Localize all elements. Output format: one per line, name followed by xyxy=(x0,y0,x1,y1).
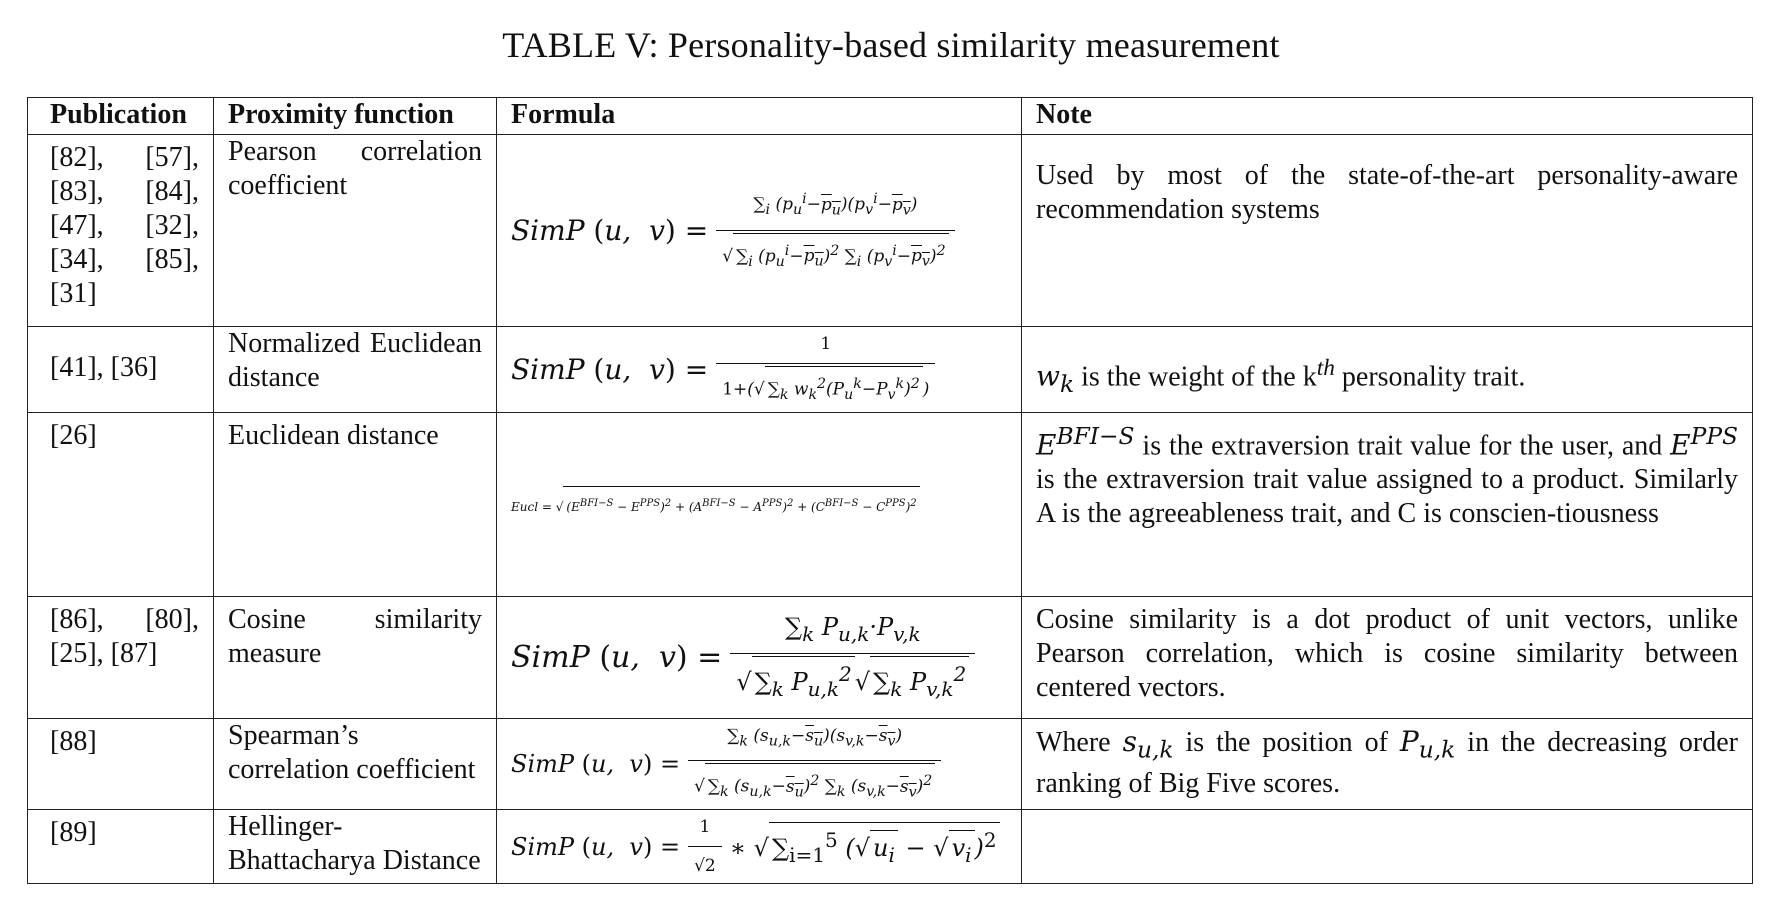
proximity-cell: Spearman’s correlation coefficient xyxy=(214,719,497,810)
note-cell xyxy=(1022,810,1753,884)
formula-cell: SimP (u, v) = $\frac{\sum_k (s_{u,k}-s_u)(s_{v,k}-s_v)}{√ \sum_k (s_{u,k}-s_u)^2 \sum_k (s_{v,k}-s_v)^2}$ xyxy=(497,719,1022,810)
table-header-row xyxy=(28,98,1753,135)
table-row xyxy=(28,135,1753,327)
header-formula: Formula xyxy=(497,98,1022,135)
proximity-cell: Normalized Euclidean distance xyxy=(214,327,497,413)
table-row xyxy=(28,810,1753,884)
table-caption: TABLE V: Personality-based similarity measurement xyxy=(502,25,1280,65)
similarity-table xyxy=(27,97,1753,884)
formula-cell: SimP (u, v) = $\frac{1}{1+(√ \sum_k w_k^2(P_u^k-P_v^k)^2 )}$ xyxy=(497,327,1022,413)
header-note: Note xyxy=(1022,98,1753,135)
proximity-cell: Pearson correlation coefficient xyxy=(214,135,497,327)
note-cell: Where $s_{u,k}$ is the position of $P_{u,k}$ in the decreasing order ranking of Big Five scores. xyxy=(1022,719,1753,810)
proximity-cell: Cosine similarity measure xyxy=(214,597,497,719)
publication-cell: [26] xyxy=(28,413,214,597)
note-cell: Used by most of the state-of-the-art personality-aware recommendation systems xyxy=(1022,135,1753,327)
formula-cell: SimP (u, v) = $\frac{1}{√2}$ ∗ √ $\sum_{i=1}^5$ (√ $u_i$ − √ $v_i$ )$^2$ xyxy=(497,810,1022,884)
header-publication: Publication xyxy=(28,98,214,135)
formula-cell: Eucl = √ $(E^{BFI-S} - E^{PPS})^2 + (A^{BFI-S} - A^{PPS})^2 + (C^{BFI-S} - C^{PPS})^2$ xyxy=(497,413,1022,597)
header-proximity-function: Proximity function xyxy=(214,98,497,135)
publication-cell: [86], [80], [25], [87] xyxy=(28,597,214,719)
formula-cell: SimP (u, v) = $\frac{\sum_k P_{u,k}\cdot P_{v,k}}{√ \sum_k P_{u,k}^2 √ \sum_k P_{v,k}^2}$ xyxy=(497,597,1022,719)
note-cell: Cosine similarity is a dot product of unit vectors, unlike Pearson correlation, which is cosine similarity between centered vectors. xyxy=(1022,597,1753,719)
table-row xyxy=(28,719,1753,810)
proximity-cell: Hellinger-Bhattacharya Distance xyxy=(214,810,497,884)
publication-cell: [82], [57], [83], [84], [47], [32], [34], [85], [31] xyxy=(28,135,214,327)
publication-cell: [41], [36] xyxy=(28,327,214,413)
publication-cell: [88] xyxy=(28,719,214,810)
table-row xyxy=(28,597,1753,719)
proximity-cell: Euclidean distance xyxy=(214,413,497,597)
table-row xyxy=(28,327,1753,413)
publication-cell: [89] xyxy=(28,810,214,884)
formula-cell: SimP (u, v) = $\frac{\sum_i (p_u^i-p_u)(p_v^i-p_v)}{√ \sum_i (p_u^i-p_u)^2 \sum_i (p_v^i-p_v)^2}$ xyxy=(497,135,1022,327)
note-cell: $E^{BFI-S}$ is the extraversion trait value for the user, and $E^{PPS}$ is the extraversion trait value assigned to a product. Similarly A is the agreeableness trait, and C is conscien-tiousness xyxy=(1022,413,1753,597)
note-cell: $w_k$ is the weight of the $k^{th}$ personality trait. xyxy=(1022,327,1753,413)
table-row xyxy=(28,413,1753,597)
